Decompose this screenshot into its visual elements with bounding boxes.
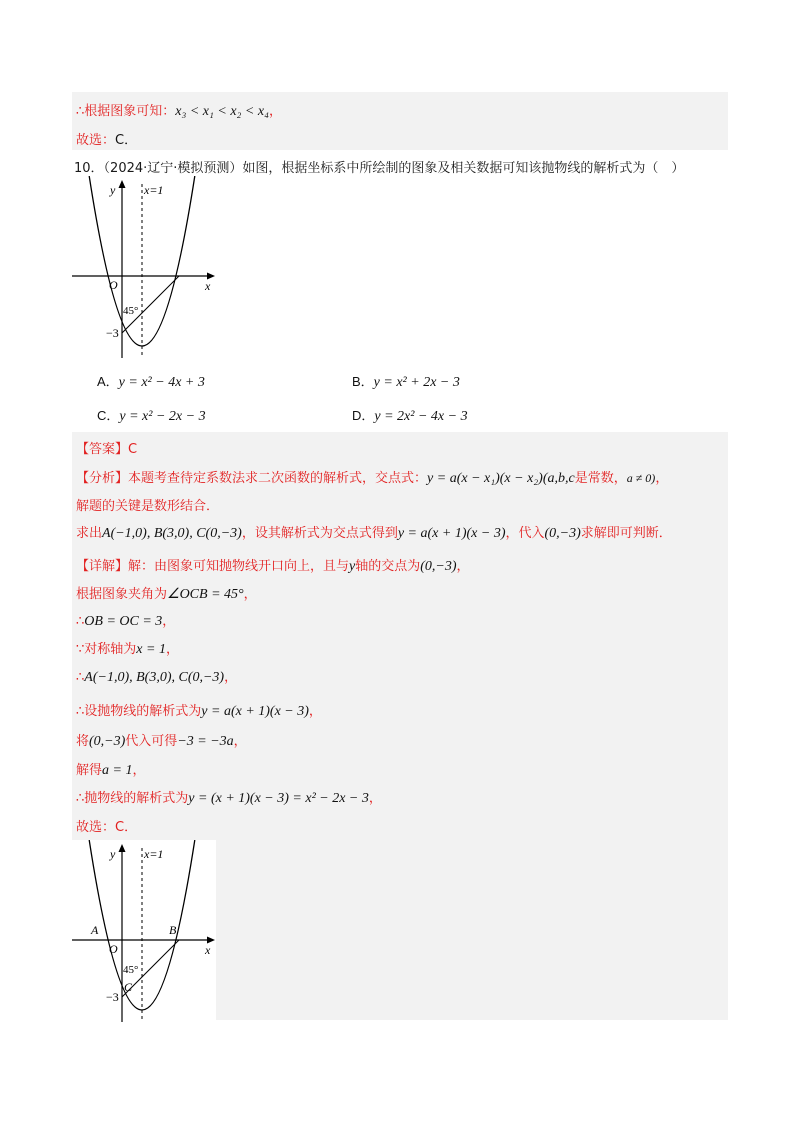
solution-shade [72, 432, 728, 840]
detail-line-4: ∵对称轴为x = 1， [76, 642, 179, 657]
angle-label: 45° [123, 964, 139, 976]
option-a[interactable]: A．y = x² − 4x + 3 [97, 374, 205, 390]
axis-label: x=1 [144, 183, 164, 197]
y-axis-arrow [119, 180, 126, 188]
prev-line-1: ∴根据图象可知：x₃ < x₁ < x₂ < x₄， [76, 104, 282, 119]
detail-line-3: ∴OB = OC = 3， [76, 614, 176, 629]
point-c-label: C [124, 980, 133, 994]
y-axis-arrow [119, 844, 126, 852]
detail-line-7: 将(0,−3)代入可得−3 = −3a， [76, 734, 247, 749]
answer-line: 【答案】C [76, 442, 138, 457]
detail-line-2: 根据图象夹角为∠OCB = 45°， [76, 587, 257, 602]
y-label: y [110, 183, 116, 197]
detail-line-8: 解得a = 1， [76, 763, 146, 778]
option-d[interactable]: D．y = 2x² − 4x − 3 [352, 408, 468, 424]
parabola-curve [89, 840, 195, 1010]
analysis-line-1: 【分析】本题考查待定系数法求二次函数的解析式，交点式：y = a(x − x₁)(x − x₂)(a,b,c是常数，a ≠ 0)， [76, 471, 669, 486]
y-label: y [110, 847, 116, 861]
angle-label: 45° [123, 305, 139, 317]
question-10: 10．（2024·辽宁·模拟预测）如图，根据坐标系中所绘制的图象及相关数据可知该抛物线的解析式为（ ） [74, 161, 685, 176]
detail-line-5: ∴A(−1,0), B(3,0), C(0,−3)， [76, 670, 238, 685]
option-b[interactable]: B．y = x² + 2x − 3 [352, 374, 460, 390]
figure2-shade [216, 840, 728, 1020]
detail-line-6: ∴设抛物线的解析式为y = a(x + 1)(x − 3)， [76, 704, 322, 719]
detail-line-10: 故选：C． [76, 820, 138, 835]
origin-label: O [109, 278, 118, 292]
figure-2-graph [72, 840, 222, 1025]
minus3-label: −3 [106, 990, 119, 1004]
option-c[interactable]: C．y = x² − 2x − 3 [97, 408, 206, 424]
detail-line-1: 【详解】解：由图象可知抛物线开口向上，且与y轴的交点为(0,−3)， [76, 559, 470, 574]
minus3-label: −3 [106, 326, 119, 340]
detail-line-9: ∴抛物线的解析式为y = (x + 1)(x − 3) = x² − 2x − 3， [76, 791, 382, 806]
point-b-label: B [169, 923, 177, 937]
origin-label: O [109, 942, 118, 956]
x-label: x [205, 943, 211, 957]
point-a-label: A [91, 923, 99, 937]
x-label: x [205, 279, 211, 293]
analysis-line-3: 求出A(−1,0), B(3,0), C(0,−3)，设其解析式为交点式得到y = a(x + 1)(x − 3)，代入(0,−3)求解即可判断． [76, 526, 672, 541]
analysis-line-2: 解题的关键是数形结合． [76, 499, 220, 514]
axis-label: x=1 [144, 847, 164, 861]
parabola-curve [89, 176, 195, 346]
figure-1-graph [72, 176, 222, 361]
prev-line-2: 故选：C． [76, 133, 138, 148]
